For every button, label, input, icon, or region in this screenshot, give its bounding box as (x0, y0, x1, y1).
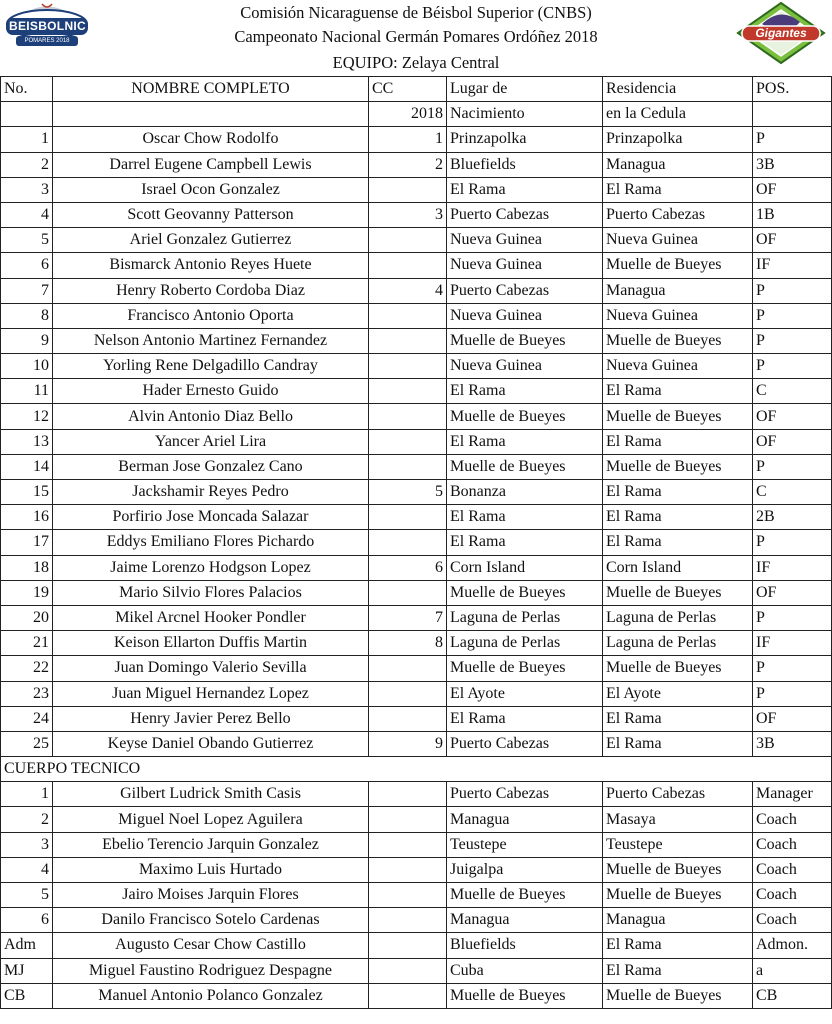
cell-residence: Muelle de Bueyes (603, 253, 753, 278)
cell-position: IF (753, 253, 832, 278)
cell-number: 1 (1, 782, 53, 807)
cell-cc (369, 454, 447, 479)
cell-residence: El Rama (603, 530, 753, 555)
cell-full-name: Bismarck Antonio Reyes Huete (53, 253, 369, 278)
player-row (1, 731, 832, 756)
player-row (1, 202, 832, 227)
cell-full-name: Hader Ernesto Guido (53, 379, 369, 404)
cell-position: OF (753, 404, 832, 429)
cell-residence: El Rama (603, 505, 753, 530)
staff-row (1, 807, 832, 832)
cell-cc (369, 354, 447, 379)
cell-birthplace: Bluefields (447, 933, 603, 958)
col-subheader-residence: en la Cedula (603, 102, 753, 127)
cell-full-name: Yancer Ariel Lira (53, 429, 369, 454)
cell-birthplace: El Ayote (447, 681, 603, 706)
cell-residence: Puerto Cabezas (603, 782, 753, 807)
cell-birthplace: Muelle de Bueyes (447, 328, 603, 353)
cell-residence: Laguna de Perlas (603, 605, 753, 630)
cell-full-name: Nelson Antonio Martinez Fernandez (53, 328, 369, 353)
cell-position: P (753, 530, 832, 555)
cell-full-name: Keyse Daniel Obando Gutierrez (53, 731, 369, 756)
cell-number: 17 (1, 530, 53, 555)
cell-position: Coach (753, 807, 832, 832)
header-federation: Comisión Nicaraguense de Béisbol Superior (CNBS) (240, 3, 592, 22)
cell-birthplace: El Rama (447, 379, 603, 404)
cell-position: Coach (753, 857, 832, 882)
cell-number: 7 (1, 278, 53, 303)
cell-residence: Laguna de Perlas (603, 631, 753, 656)
cell-position: P (753, 605, 832, 630)
staff-row (1, 782, 832, 807)
staff-row (1, 933, 832, 958)
cell-position: 3B (753, 731, 832, 756)
cell-cc: 2 (369, 152, 447, 177)
cell-residence: Muelle de Bueyes (603, 857, 753, 882)
cell-number: 15 (1, 480, 53, 505)
cell-residence: Teustepe (603, 832, 753, 857)
cell-cc (369, 807, 447, 832)
cell-number: 16 (1, 505, 53, 530)
column-header-row (1, 77, 832, 102)
cell-number: 8 (1, 303, 53, 328)
cell-cc (369, 933, 447, 958)
cell-birthplace: Bluefields (447, 152, 603, 177)
cell-number: 3 (1, 832, 53, 857)
cell-cc (369, 908, 447, 933)
cell-position: Admon. (753, 933, 832, 958)
col-subheader-place: Nacimiento (447, 102, 603, 127)
cell-cc (369, 857, 447, 882)
col-header-residence: Residencia (603, 77, 753, 102)
player-row (1, 429, 832, 454)
cell-birthplace: Juigalpa (447, 857, 603, 882)
cell-full-name: Jairo Moises Jarquin Flores (53, 883, 369, 908)
cell-position: IF (753, 631, 832, 656)
player-row (1, 580, 832, 605)
staff-row (1, 857, 832, 882)
cell-full-name: Juan Domingo Valerio Sevilla (53, 656, 369, 681)
cell-number: 20 (1, 605, 53, 630)
cell-number: 4 (1, 202, 53, 227)
cell-cc (369, 580, 447, 605)
cell-position: Coach (753, 908, 832, 933)
cell-number: 1 (1, 127, 53, 152)
player-row (1, 505, 832, 530)
cell-residence: Muelle de Bueyes (603, 580, 753, 605)
cell-number: Adm (1, 933, 53, 958)
cell-number: 18 (1, 555, 53, 580)
staff-row (1, 958, 832, 983)
cell-cc (369, 404, 447, 429)
cell-number: 2 (1, 807, 53, 832)
cell-cc (369, 303, 447, 328)
cell-full-name: Jaime Lorenzo Hodgson Lopez (53, 555, 369, 580)
cell-position: P (753, 328, 832, 353)
cell-full-name: Ariel Gonzalez Gutierrez (53, 228, 369, 253)
cell-residence: Corn Island (603, 555, 753, 580)
cell-birthplace: Bonanza (447, 480, 603, 505)
cell-number: 3 (1, 177, 53, 202)
player-row (1, 480, 832, 505)
player-row (1, 152, 832, 177)
cell-residence: Nueva Guinea (603, 354, 753, 379)
cell-full-name: Mario Silvio Flores Palacios (53, 580, 369, 605)
cell-cc: 6 (369, 555, 447, 580)
staff-row (1, 983, 832, 1008)
col-subheader-name (53, 102, 369, 127)
player-row (1, 656, 832, 681)
cell-birthplace: Muelle de Bueyes (447, 656, 603, 681)
cell-cc (369, 177, 447, 202)
cell-position: P (753, 681, 832, 706)
cell-number: 24 (1, 706, 53, 731)
col-header-pos: POS. (753, 77, 832, 102)
cell-position: OF (753, 706, 832, 731)
cell-birthplace: Laguna de Perlas (447, 605, 603, 630)
cell-cc: 8 (369, 631, 447, 656)
col-subheader-no (1, 102, 53, 127)
cell-residence: Puerto Cabezas (603, 202, 753, 227)
player-row (1, 127, 832, 152)
cell-position: OF (753, 580, 832, 605)
cell-full-name: Scott Geovanny Patterson (53, 202, 369, 227)
player-row (1, 530, 832, 555)
cell-residence: El Rama (603, 731, 753, 756)
cell-residence: El Rama (603, 379, 753, 404)
cell-residence: Muelle de Bueyes (603, 328, 753, 353)
cell-birthplace: Prinzapolka (447, 127, 603, 152)
cell-number: 11 (1, 379, 53, 404)
cell-cc (369, 328, 447, 353)
cell-birthplace: Managua (447, 908, 603, 933)
cell-cc (369, 253, 447, 278)
cell-position: P (753, 303, 832, 328)
cell-residence: El Rama (603, 429, 753, 454)
cell-full-name: Miguel Noel Lopez Aguilera (53, 807, 369, 832)
cell-position: Coach (753, 883, 832, 908)
cell-cc: 7 (369, 605, 447, 630)
cell-number: CB (1, 983, 53, 1008)
col-subheader-cc: 2018 (369, 102, 447, 127)
cell-position: IF (753, 555, 832, 580)
cell-residence: El Rama (603, 958, 753, 983)
cell-full-name: Berman Jose Gonzalez Cano (53, 454, 369, 479)
cell-number: 9 (1, 328, 53, 353)
logo-left-text: BEISBOLNIC (9, 19, 87, 33)
cell-number: 5 (1, 883, 53, 908)
cell-number: 21 (1, 631, 53, 656)
cell-number: 5 (1, 228, 53, 253)
cell-full-name: Henry Roberto Cordoba Diaz (53, 278, 369, 303)
cell-birthplace: Nueva Guinea (447, 253, 603, 278)
staff-row (1, 832, 832, 857)
staff-section-row (1, 757, 832, 782)
cell-position: P (753, 278, 832, 303)
cell-birthplace: El Rama (447, 177, 603, 202)
cell-residence: Managua (603, 908, 753, 933)
cell-birthplace: Managua (447, 807, 603, 832)
cell-number: 13 (1, 429, 53, 454)
cell-residence: El Rama (603, 706, 753, 731)
document-header (0, 0, 832, 76)
logo-left-subtext: POMARES 2018 (24, 38, 70, 44)
cell-position: P (753, 127, 832, 152)
cell-residence: Managua (603, 278, 753, 303)
roster-table-body (1, 77, 832, 1009)
cell-number: 4 (1, 857, 53, 882)
cell-birthplace: Puerto Cabezas (447, 782, 603, 807)
cell-position: 3B (753, 152, 832, 177)
cell-position: OF (753, 177, 832, 202)
cell-cc (369, 958, 447, 983)
cell-cc: 3 (369, 202, 447, 227)
cell-cc: 4 (369, 278, 447, 303)
cell-full-name: Danilo Francisco Sotelo Cardenas (53, 908, 369, 933)
cell-cc (369, 505, 447, 530)
col-header-cc: CC (369, 77, 447, 102)
cell-birthplace: Laguna de Perlas (447, 631, 603, 656)
cell-birthplace: Teustepe (447, 832, 603, 857)
player-row (1, 404, 832, 429)
player-row (1, 555, 832, 580)
player-row (1, 605, 832, 630)
cell-position: 2B (753, 505, 832, 530)
staff-row (1, 883, 832, 908)
cell-full-name: Miguel Faustino Rodriguez Despagne (53, 958, 369, 983)
cell-position: C (753, 480, 832, 505)
cell-number: 23 (1, 681, 53, 706)
header-team: EQUIPO: Zelaya Central (332, 53, 500, 72)
cell-cc (369, 681, 447, 706)
cell-birthplace: El Rama (447, 530, 603, 555)
cell-number: 14 (1, 454, 53, 479)
cell-position: CB (753, 983, 832, 1008)
cell-position: P (753, 656, 832, 681)
cell-full-name: Manuel Antonio Polanco Gonzalez (53, 983, 369, 1008)
cell-cc (369, 429, 447, 454)
cell-number: 2 (1, 152, 53, 177)
cell-full-name: Darrel Eugene Campbell Lewis (53, 152, 369, 177)
cell-residence: Muelle de Bueyes (603, 656, 753, 681)
cell-residence: Muelle de Bueyes (603, 404, 753, 429)
staff-row (1, 908, 832, 933)
column-subheader-row (1, 102, 832, 127)
cell-birthplace: Muelle de Bueyes (447, 454, 603, 479)
cell-full-name: Oscar Chow Rodolfo (53, 127, 369, 152)
cell-birthplace: Corn Island (447, 555, 603, 580)
col-header-no: No. (1, 77, 53, 102)
cell-birthplace: Puerto Cabezas (447, 202, 603, 227)
cell-full-name: Mikel Arcnel Hooker Pondler (53, 605, 369, 630)
cell-number: 6 (1, 253, 53, 278)
cell-cc (369, 530, 447, 555)
cell-number: 12 (1, 404, 53, 429)
cell-birthplace: Muelle de Bueyes (447, 404, 603, 429)
player-row (1, 706, 832, 731)
cell-full-name: Porfirio Jose Moncada Salazar (53, 505, 369, 530)
cell-position: OF (753, 429, 832, 454)
cell-cc: 9 (369, 731, 447, 756)
cell-full-name: Ebelio Terencio Jarquin Gonzalez (53, 832, 369, 857)
cell-number: 6 (1, 908, 53, 933)
cell-residence: Muelle de Bueyes (603, 983, 753, 1008)
cell-position: 1B (753, 202, 832, 227)
cell-position: P (753, 454, 832, 479)
col-subheader-pos (753, 102, 832, 127)
cell-cc (369, 706, 447, 731)
player-row (1, 631, 832, 656)
cell-full-name: Israel Ocon Gonzalez (53, 177, 369, 202)
cell-position: OF (753, 228, 832, 253)
player-row (1, 303, 832, 328)
col-header-place: Lugar de (447, 77, 603, 102)
cell-birthplace: Nueva Guinea (447, 228, 603, 253)
player-row (1, 681, 832, 706)
cell-position: C (753, 379, 832, 404)
logo-right-text: Gigantes (755, 26, 807, 40)
col-header-name: NOMBRE COMPLETO (53, 77, 369, 102)
cell-number: 22 (1, 656, 53, 681)
cell-number: MJ (1, 958, 53, 983)
cell-birthplace: Nueva Guinea (447, 303, 603, 328)
player-row (1, 454, 832, 479)
cell-number: 10 (1, 354, 53, 379)
cell-birthplace: El Rama (447, 429, 603, 454)
cell-position: a (753, 958, 832, 983)
cell-birthplace: El Rama (447, 505, 603, 530)
player-row (1, 354, 832, 379)
cell-residence: Prinzapolka (603, 127, 753, 152)
cell-full-name: Francisco Antonio Oporta (53, 303, 369, 328)
cell-cc (369, 656, 447, 681)
gigantes-logo (732, 0, 830, 66)
cell-residence: El Rama (603, 177, 753, 202)
cell-birthplace: Nueva Guinea (447, 354, 603, 379)
cell-full-name: Yorling Rene Delgadillo Candray (53, 354, 369, 379)
cell-birthplace: El Rama (447, 706, 603, 731)
staff-section-title: CUERPO TECNICO (1, 757, 369, 782)
cell-full-name: Keison Ellarton Duffis Martin (53, 631, 369, 656)
cell-cc (369, 782, 447, 807)
cell-position: P (753, 354, 832, 379)
cell-cc (369, 883, 447, 908)
cell-birthplace: Muelle de Bueyes (447, 883, 603, 908)
cell-residence: Muelle de Bueyes (603, 454, 753, 479)
cell-full-name: Eddys Emiliano Flores Pichardo (53, 530, 369, 555)
roster-table (0, 76, 832, 1009)
cell-cc (369, 228, 447, 253)
cell-residence: Managua (603, 152, 753, 177)
cell-position: Coach (753, 832, 832, 857)
cell-birthplace: Puerto Cabezas (447, 731, 603, 756)
cell-cc: 1 (369, 127, 447, 152)
cell-residence: Nueva Guinea (603, 228, 753, 253)
player-row (1, 278, 832, 303)
cell-full-name: Gilbert Ludrick Smith Casis (53, 782, 369, 807)
cell-cc (369, 983, 447, 1008)
cell-cc: 5 (369, 480, 447, 505)
player-row (1, 228, 832, 253)
cell-full-name: Maximo Luis Hurtado (53, 857, 369, 882)
player-row (1, 328, 832, 353)
cell-residence: El Rama (603, 480, 753, 505)
cell-full-name: Alvin Antonio Diaz Bello (53, 404, 369, 429)
cell-full-name: Jackshamir Reyes Pedro (53, 480, 369, 505)
cell-birthplace: Muelle de Bueyes (447, 983, 603, 1008)
staff-section-blank (369, 757, 832, 782)
cell-number: 25 (1, 731, 53, 756)
cell-birthplace: Cuba (447, 958, 603, 983)
player-row (1, 177, 832, 202)
cell-residence: El Ayote (603, 681, 753, 706)
cell-position: Manager (753, 782, 832, 807)
cell-residence: Masaya (603, 807, 753, 832)
cell-cc (369, 832, 447, 857)
cell-full-name: Juan Miguel Hernandez Lopez (53, 681, 369, 706)
cell-full-name: Henry Javier Perez Bello (53, 706, 369, 731)
cell-full-name: Augusto Cesar Chow Castillo (53, 933, 369, 958)
cell-residence: Muelle de Bueyes (603, 883, 753, 908)
cell-cc (369, 379, 447, 404)
header-championship: Campeonato Nacional Germán Pomares Ordóñez 2018 (234, 27, 598, 46)
cell-number: 19 (1, 580, 53, 605)
player-row (1, 253, 832, 278)
cell-birthplace: Puerto Cabezas (447, 278, 603, 303)
cell-birthplace: Muelle de Bueyes (447, 580, 603, 605)
cell-residence: El Rama (603, 933, 753, 958)
cell-residence: Nueva Guinea (603, 303, 753, 328)
player-row (1, 379, 832, 404)
